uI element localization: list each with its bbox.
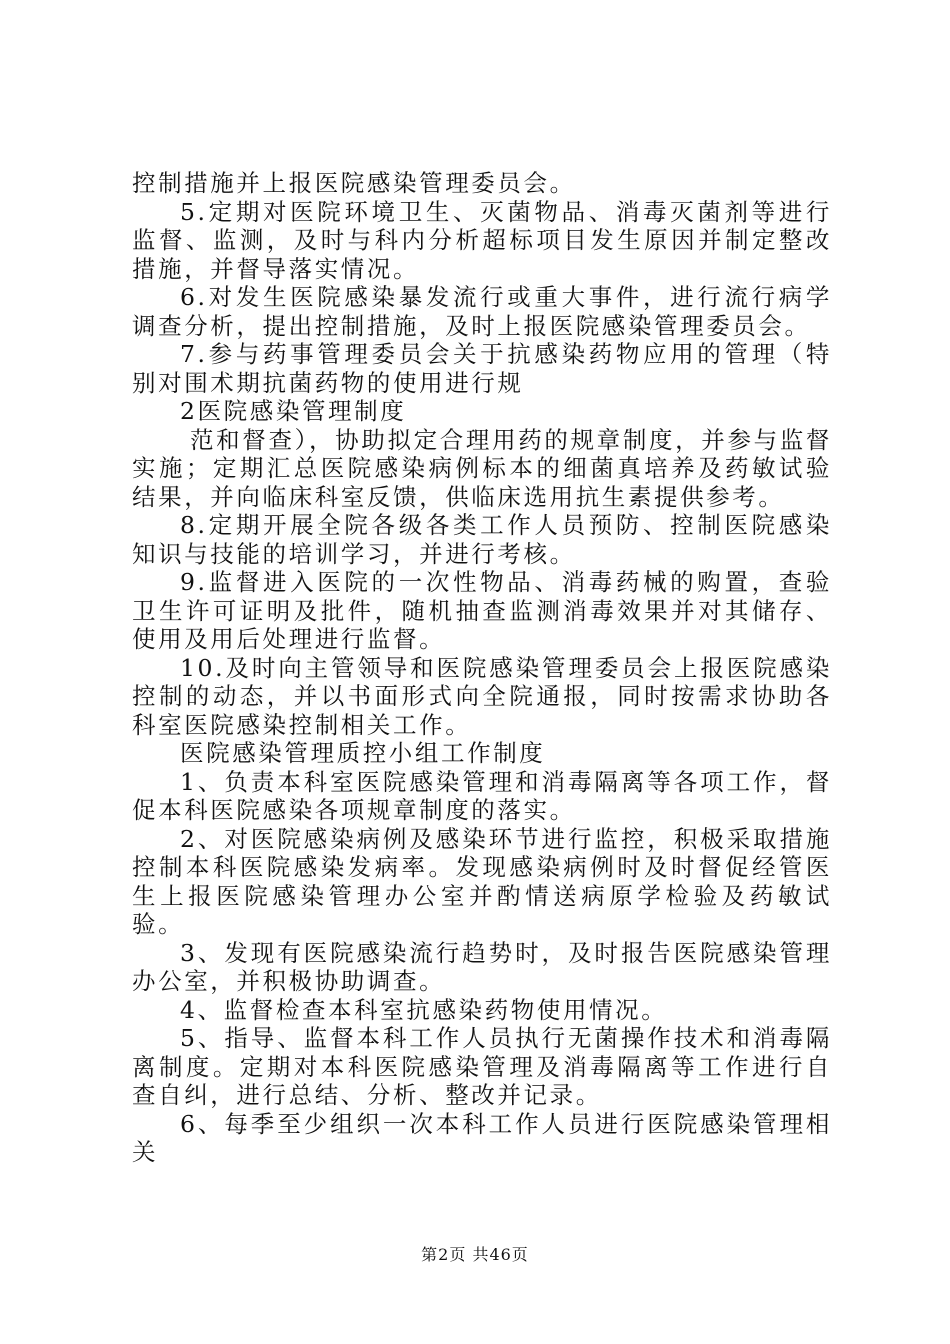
paragraph: 8.定期开展全院各级各类工作人员预防、控制医院感染知识与技能的培训学习，并进行考核。: [132, 511, 832, 568]
paragraph: 7.参与药事管理委员会关于抗感染药物应用的管理（特别对围术期抗菌药物的使用进行规: [132, 340, 832, 397]
section-heading: 2医院感染管理制度: [180, 397, 407, 425]
paragraph: 9.监督进入医院的一次性物品、消毒药械的购置，查验卫生许可证明及批件，随机抽查监测消毒效果并对其储存、使用及用后处理进行监督。: [132, 568, 832, 653]
section-heading: 医院感染管理质控小组工作制度: [180, 739, 546, 767]
paragraph: 4、监督检查本科室抗感染药物使用情况。: [180, 995, 668, 1024]
paragraph: 控制措施并上报医院感染管理委员会。: [132, 169, 576, 197]
page-footer: [0, 1242, 950, 1265]
paragraph: 1、负责本科室医院感染管理和消毒隔离等各项工作，督促本科医院感染各项规章制度的落实。: [132, 767, 832, 824]
paragraph: 5.定期对医院环境卫生、灭菌物品、消毒灭菌剂等进行监督、监测，及时与科内分析超标项目发生原因并制定整改措施，并督导落实情况。: [132, 197, 832, 283]
paragraph: 2、对医院感染病例及感染环节进行监控，积极采取措施控制本科医院感染发病率。发现感染病例时及时督促经管医生上报医院感染管理办公室并酌情送病原学检验及药敏试验。: [132, 824, 832, 938]
paragraph: 6、每季至少组织一次本科工作人员进行医院感染管理相关: [132, 1109, 832, 1166]
paragraph: 10.及时向主管领导和医院感染管理委员会上报医院感染控制的动态，并以书面形式向全院通报，同时按需求协助各科室医院感染控制相关工作。: [132, 653, 832, 739]
page-number: 第2页 共46页: [421, 1245, 529, 1264]
paragraph: 3、发现有医院感染流行趋势时，及时报告医院感染管理办公室，并积极协助调查。: [132, 938, 832, 995]
paragraph: 6.对发生医院感染暴发流行或重大事件，进行流行病学调查分析，提出控制措施，及时上报医院感染管理委员会。: [132, 283, 832, 340]
paragraph: 范和督查），协助拟定合理用药的规章制度，并参与监督实施；定期汇总医院感染病例标本的细菌真培养及药敏试验结果，并向临床科室反馈，供临床选用抗生素提供参考。: [132, 425, 832, 511]
paragraph: 5、指导、监督本科工作人员执行无菌操作技术和消毒隔离制度。定期对本科医院感染管理及消毒隔离等工作进行自查自纠，进行总结、分析、整改并记录。: [132, 1024, 832, 1109]
document-body: [132, 169, 832, 1167]
